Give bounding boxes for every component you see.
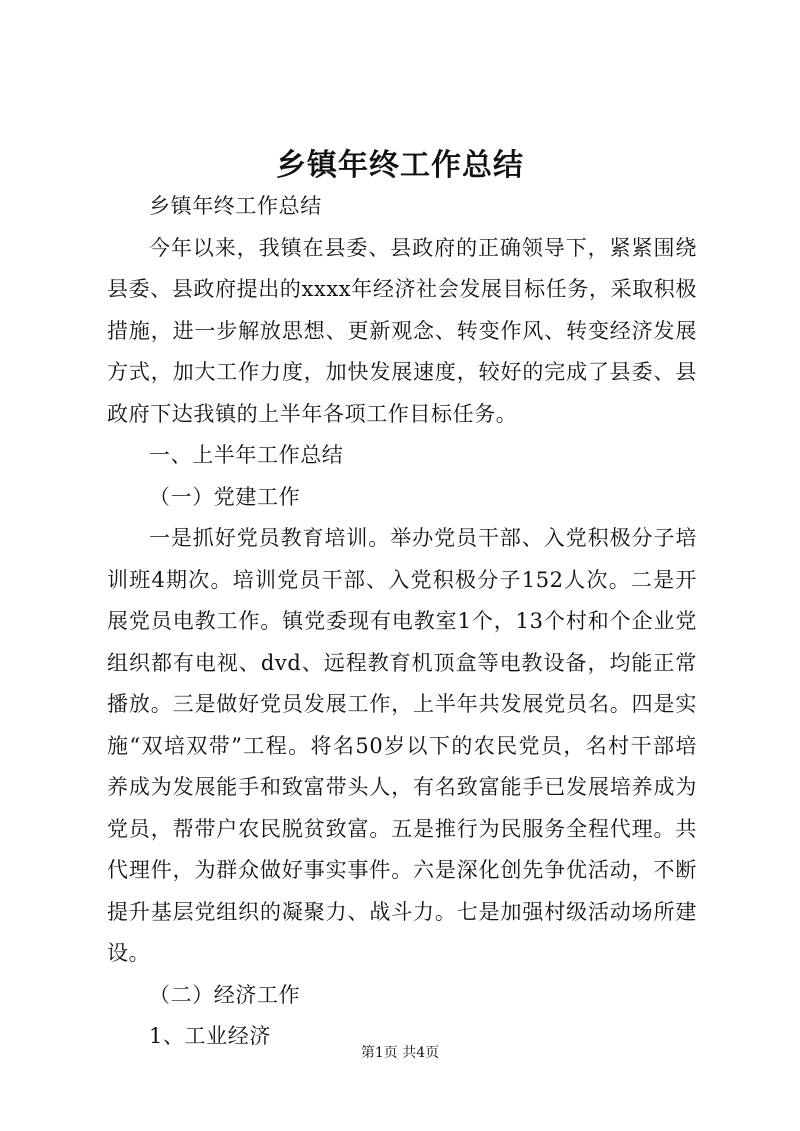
document-body <box>107 186 697 1058</box>
subsection-heading-party-building: （一）党建工作 <box>149 484 301 509</box>
subsection-heading-economy: （二）经济工作 <box>149 982 301 1007</box>
subtitle-paragraph: 乡镇年终工作总结 <box>149 194 322 218</box>
intro-paragraph: 今年以来，我镇在县委、县政府的正确领导下，紧紧围绕县委、县政府提出的xxxx年经济社会发展目标任务，采取积极措施，进一步解放思想、更新观念、转变作风、转变经济发展方式，加大工作力度，加快发展速度，较好的完成了县委、县政府下达我镇的上半年各项工作目标任务。 <box>107 235 697 426</box>
industrial-economy-heading: 1、工业经济 <box>149 1024 271 1048</box>
section-heading: 一、上半年工作总结 <box>149 443 344 467</box>
document-title: 乡镇年终工作总结 <box>276 148 524 183</box>
page-footer: 第1页 共4页 <box>360 1045 440 1061</box>
party-building-paragraph: 一是抓好党员教育培训。举办党员干部、入党积极分子培训班4期次。培训党员干部、入党积极分子152人次。二是开展党员电教工作。镇党委现有电教室1个，13个村和个企业党组织都有电视、dvd、远程教育机顶盒等电教设备，均能正常播放。三是做好党员发展工作，上半年共发展党员名。四是实施“双培双带”工程。将名50岁以下的农民党员，名村干部培养成为发展能手和致富带头人，有名致富能手已发展培养成为党员，帮带户农民脱贫致富。五是推行为民服务全程代理。共代理件，为群众做好事实事件。六是深化创先争优活动，不断提升基层党组织的凝聚力、战斗力。七是加强村级活动场所建设。 <box>107 526 697 965</box>
